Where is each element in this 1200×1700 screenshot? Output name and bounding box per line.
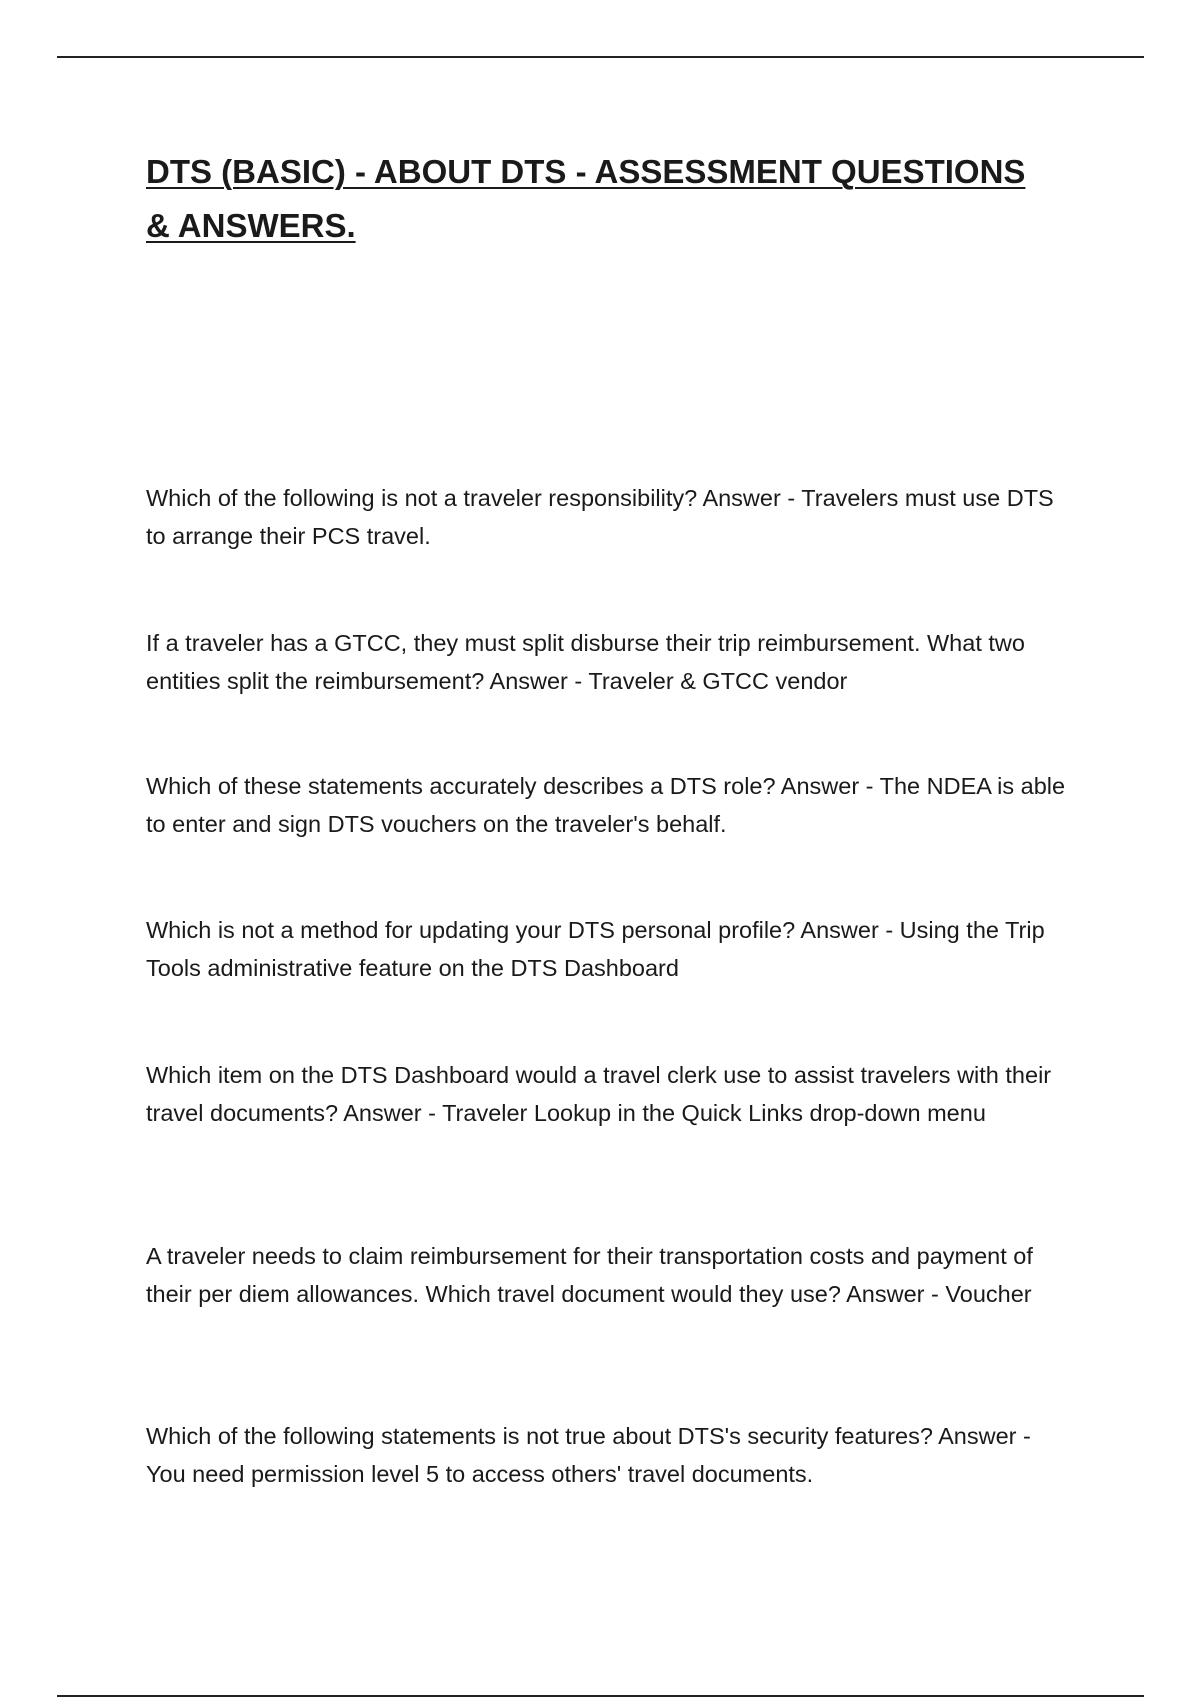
question-answer-item: A traveler needs to claim reimbursement for their transportation costs and payment of their per diem allowances. Which travel document would they use? Answer - Voucher: [146, 1243, 1033, 1307]
question-answer-item: Which of the following is not a traveler responsibility? Answer - Travelers must use DTS to arrange their PCS travel.: [146, 485, 1054, 549]
question-answer-item: If a traveler has a GTCC, they must split disburse their trip reimbursement. What two entities split the reimbursement? Answer - Traveler & GTCC vendor: [146, 630, 1025, 694]
question-answer-item: Which of the following statements is not true about DTS's security features? Answer - You need permission level 5 to access others' travel documents.: [146, 1423, 1031, 1487]
header-rule: [57, 56, 1144, 58]
document-title: DTS (BASIC) - ABOUT DTS - ASSESSMENT QUESTIONS & ANSWERS.: [146, 153, 1026, 244]
question-answer-item: Which item on the DTS Dashboard would a travel clerk use to assist travelers with their travel documents? Answer - Traveler Lookup in the Quick Links drop-down menu: [146, 1062, 1052, 1126]
question-answer-item: Which is not a method for updating your DTS personal profile? Answer - Using the Trip Tools administrative feature on the DTS Dashboard: [146, 917, 1045, 981]
question-answer-item: Which of these statements accurately describes a DTS role? Answer - The NDEA is able to enter and sign DTS vouchers on the traveler's behalf.: [146, 773, 1066, 837]
footer-rule: [57, 1695, 1144, 1697]
